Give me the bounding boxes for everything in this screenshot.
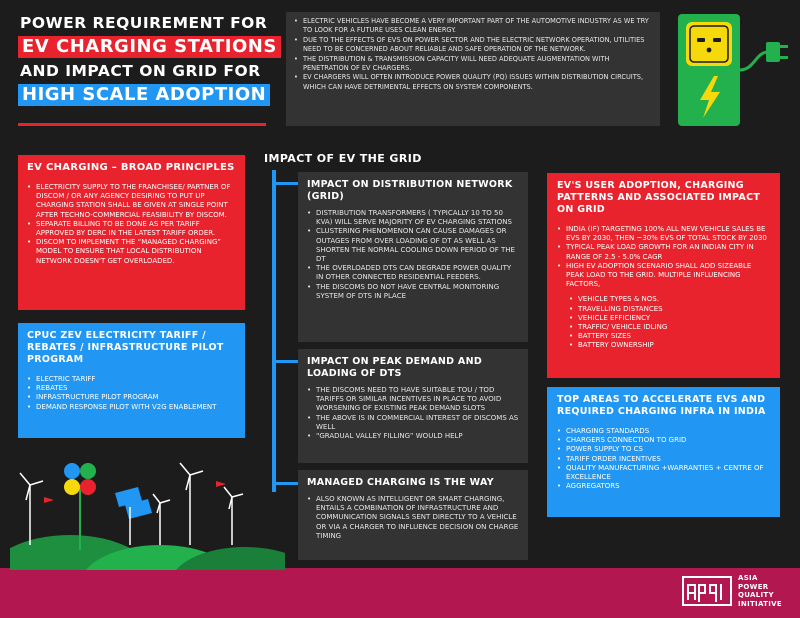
green-energy-landscape-icon bbox=[10, 445, 285, 570]
list-item: • CHARGING STANDARDS bbox=[557, 427, 770, 436]
broad-principles-panel bbox=[18, 155, 245, 310]
intro-box bbox=[286, 12, 660, 126]
list-item: • DEMAND RESPONSE PILOT WITH V2G ENABLEMENT bbox=[27, 403, 236, 412]
list-item: • TARIFF ORDER INCENTIVES bbox=[557, 455, 770, 464]
list-item: • CLUSTERING PHENOMENON CAN CAUSE DAMAGES OR OUTAGES FROM OVER LOADING OF DT AS WELL AS SHORTEN THE NORMAL COOLING DOWN PERIOD OF THE DT bbox=[307, 227, 519, 264]
list-item: • THE DISCOMS NEED TO HAVE SUITABLE TOU / TOD TARIFFS OR SIMILAR INCENTIVES IN PLACE TO AVOID WORSENING OF EXISTING PEAK DEMAND SLOTS bbox=[307, 386, 519, 414]
intro-item: • ELECTRIC VEHICLES HAVE BECOME A VERY IMPORTANT PART OF THE AUTOMOTIVE INDUSTRY AS WE TRY TO LOOK FOR A FUTURE USES CLEAN ENERGY. bbox=[294, 17, 652, 36]
intro-item: • EV CHARGERS WILL OFTEN INTRODUCE POWER QUALITY (PQ) ISSUES WITHIN DISTRIBUTION CIRCUITS, WHICH CAN HAVE DETRIMENTAL EFFECTS ON SYSTEM COMPONENTS. bbox=[294, 73, 652, 92]
logo-line: ASIA bbox=[738, 574, 758, 582]
list-item: • CHARGERS CONNECTION TO GRID bbox=[557, 436, 770, 445]
list-item: • DISTRIBUTION TRANSFORMERS ( TYPICALLY 10 TO 50 KVA) WILL SERVE MAJORITY OF EV CHARGING STATIONS bbox=[307, 209, 519, 227]
adoption-heading: EV'S USER ADOPTION, CHARGING PATTERNS AND ASSOCIATED IMPACT ON GRID bbox=[557, 180, 761, 215]
accelerate-panel bbox=[547, 387, 780, 517]
factors-list bbox=[569, 295, 770, 350]
impact-title: IMPACT OF EV THE GRID bbox=[264, 152, 422, 165]
distribution-heading: IMPACT ON DISTRIBUTION NETWORK (GRID) bbox=[307, 179, 513, 202]
logo-line: POWER bbox=[738, 582, 769, 591]
adoption-list bbox=[557, 225, 770, 289]
cpuc-panel bbox=[18, 323, 245, 438]
list-item: • BATTERY OWNERSHIP bbox=[569, 341, 770, 350]
list-item: • BATTERY SIZES bbox=[569, 332, 770, 341]
list-item: • VEHICLE EFFICIENCY bbox=[569, 314, 770, 323]
title-line-2: EV CHARGING STATIONS bbox=[18, 36, 281, 58]
list-item: • REBATES bbox=[27, 384, 236, 393]
distribution-impact-box bbox=[298, 172, 528, 342]
title-line-4: HIGH SCALE ADOPTION bbox=[18, 84, 270, 106]
list-item: • VEHICLE TYPES & NOS. bbox=[569, 295, 770, 304]
managed-charging-box bbox=[298, 470, 528, 560]
apqi-logo-text bbox=[738, 574, 782, 608]
list-item: • POWER SUPPLY TO CS bbox=[557, 445, 770, 454]
list-item: • DISCOM TO IMPLEMENT THE “MANAGED CHARGING” MODEL TO ENSURE THAT LOCAL DISTRIBUTION NETWORK DOESN'T GET OVERLOADED. bbox=[27, 238, 236, 266]
apqi-logo-mark bbox=[682, 576, 732, 606]
managed-heading: MANAGED CHARGING IS THE WAY bbox=[307, 477, 494, 488]
list-item: • INDIA (IF) TARGETING 100% ALL NEW VEHICLE SALES BE EVS BY 2030, THEN ~30% EVS OF TOTAL STOCK BY 2030 bbox=[557, 225, 770, 243]
list-item: • INFRASTRUCTURE PILOT PROGRAM bbox=[27, 393, 236, 402]
list-item: • TRAVELLING DISTANCES bbox=[569, 305, 770, 314]
list-item: • TYPICAL PEAK LOAD GROWTH FOR AN INDIAN CITY IN RANGE OF 2.5 - 5.0% CAGR bbox=[557, 243, 770, 261]
intro-list bbox=[294, 17, 652, 92]
list-item: • HIGH EV ADOPTION SCENARIO SHALL ADD SIZEABLE PEAK LOAD TO THE GRID. MULTIPLE INFLUENCING FACTORS, bbox=[557, 262, 770, 290]
apqi-logo-icon bbox=[684, 578, 730, 604]
broad-principles-list bbox=[27, 183, 236, 266]
cpuc-list bbox=[27, 375, 236, 412]
list-item: • ELECTRICITY SUPPLY TO THE FRANCHISEE/ PARTNER OF DISCOM / OR ANY AGENCY DESIRING TO PUT UP CHARGING STATION SHALL BE GIVEN AT SINGLE POINT AFTER TECHNO-COMMERCIAL FEASIBILITY BY DISCOM. bbox=[27, 183, 236, 220]
distribution-list bbox=[307, 209, 519, 301]
peak-demand-box bbox=[298, 349, 528, 463]
cpuc-heading: CPUC ZEV ELECTRICITY TARIFF / REBATES / INFRASTRUCTURE PILOT PROGRAM bbox=[27, 330, 224, 365]
list-item: • TRAFFIC/ VEHICLE IDLING bbox=[569, 323, 770, 332]
ev-socket-plug-icon bbox=[672, 12, 792, 130]
adoption-panel bbox=[547, 173, 780, 378]
peak-list bbox=[307, 386, 519, 441]
managed-list bbox=[307, 495, 519, 541]
page-title bbox=[18, 12, 277, 106]
list-item: • SEPARATE BILLING TO BE DONE AS PER TARIFF APPROVED BY DERC IN THE LATEST TARIFF ORDER. bbox=[27, 220, 236, 238]
broad-principles-heading: EV CHARGING – BROAD PRINCIPLES bbox=[27, 162, 235, 173]
logo-line: QUALITY bbox=[738, 591, 774, 599]
list-item: • “GRADUAL VALLEY FILLING” WOULD HELP bbox=[307, 432, 519, 441]
accelerate-heading: TOP AREAS TO ACCELERATE EVS AND REQUIRED CHARGING INFRA IN INDIA bbox=[557, 394, 766, 417]
list-item: • QUALITY MANUFACTURING +WARRANTIES + CENTRE OF EXCELLENCE bbox=[557, 464, 770, 482]
intro-item: • DUE TO THE EFFECTS OF EVS ON POWER SECTOR AND THE ELECTRIC NETWORK OPERATION, UTILITIES NEED TO BE CONCERNED ABOUT RELIABLE AND SAFE OPERATION OF THE NETWORK. bbox=[294, 36, 652, 55]
logo-line: INITIATIVE bbox=[738, 599, 782, 608]
list-item: • THE ABOVE IS IN COMMERCIAL INTEREST OF DISCOMS AS WELL bbox=[307, 414, 519, 432]
list-item: • THE DISCOMS DO NOT HAVE CENTRAL MONITORING SYSTEM OF DTS IN PLACE bbox=[307, 283, 519, 301]
peak-heading: IMPACT ON PEAK DEMAND AND LOADING OF DTS bbox=[307, 356, 483, 379]
list-item: • ALSO KNOWN AS INTELLIGENT OR SMART CHARGING, ENTAILS A COMBINATION OF INFRASTRUCTURE AND COMMUNICATION SIGNALS SENT DIRECTLY TO A VEHICLE OR VIA A CHARGER TO INFLUENCE DECISION ON CHARGE TIMING bbox=[307, 495, 519, 541]
connector-line bbox=[272, 170, 276, 492]
list-item: • THE OVERLOADED DTS CAN DEGRADE POWER QUALITY IN OTHER CONNECTED RESIDENTIAL FEEDERS. bbox=[307, 264, 519, 282]
connector-branch bbox=[272, 360, 298, 363]
list-item: • ELECTRIC TARIFF bbox=[27, 375, 236, 384]
title-line-1: POWER REQUIREMENT FOR bbox=[20, 14, 268, 32]
title-line-3: AND IMPACT ON GRID FOR bbox=[20, 62, 261, 80]
title-underline bbox=[18, 123, 266, 126]
connector-branch bbox=[272, 182, 298, 185]
accelerate-list bbox=[557, 427, 770, 491]
intro-item: • THE DISTRIBUTION & TRANSMISSION CAPACITY WILL NEED ADEQUATE AUGMENTATION WITH PENETRATION OF EV CHARGERS. bbox=[294, 55, 652, 74]
list-item: • AGGREGATORS bbox=[557, 482, 770, 491]
footer-band bbox=[0, 568, 800, 618]
